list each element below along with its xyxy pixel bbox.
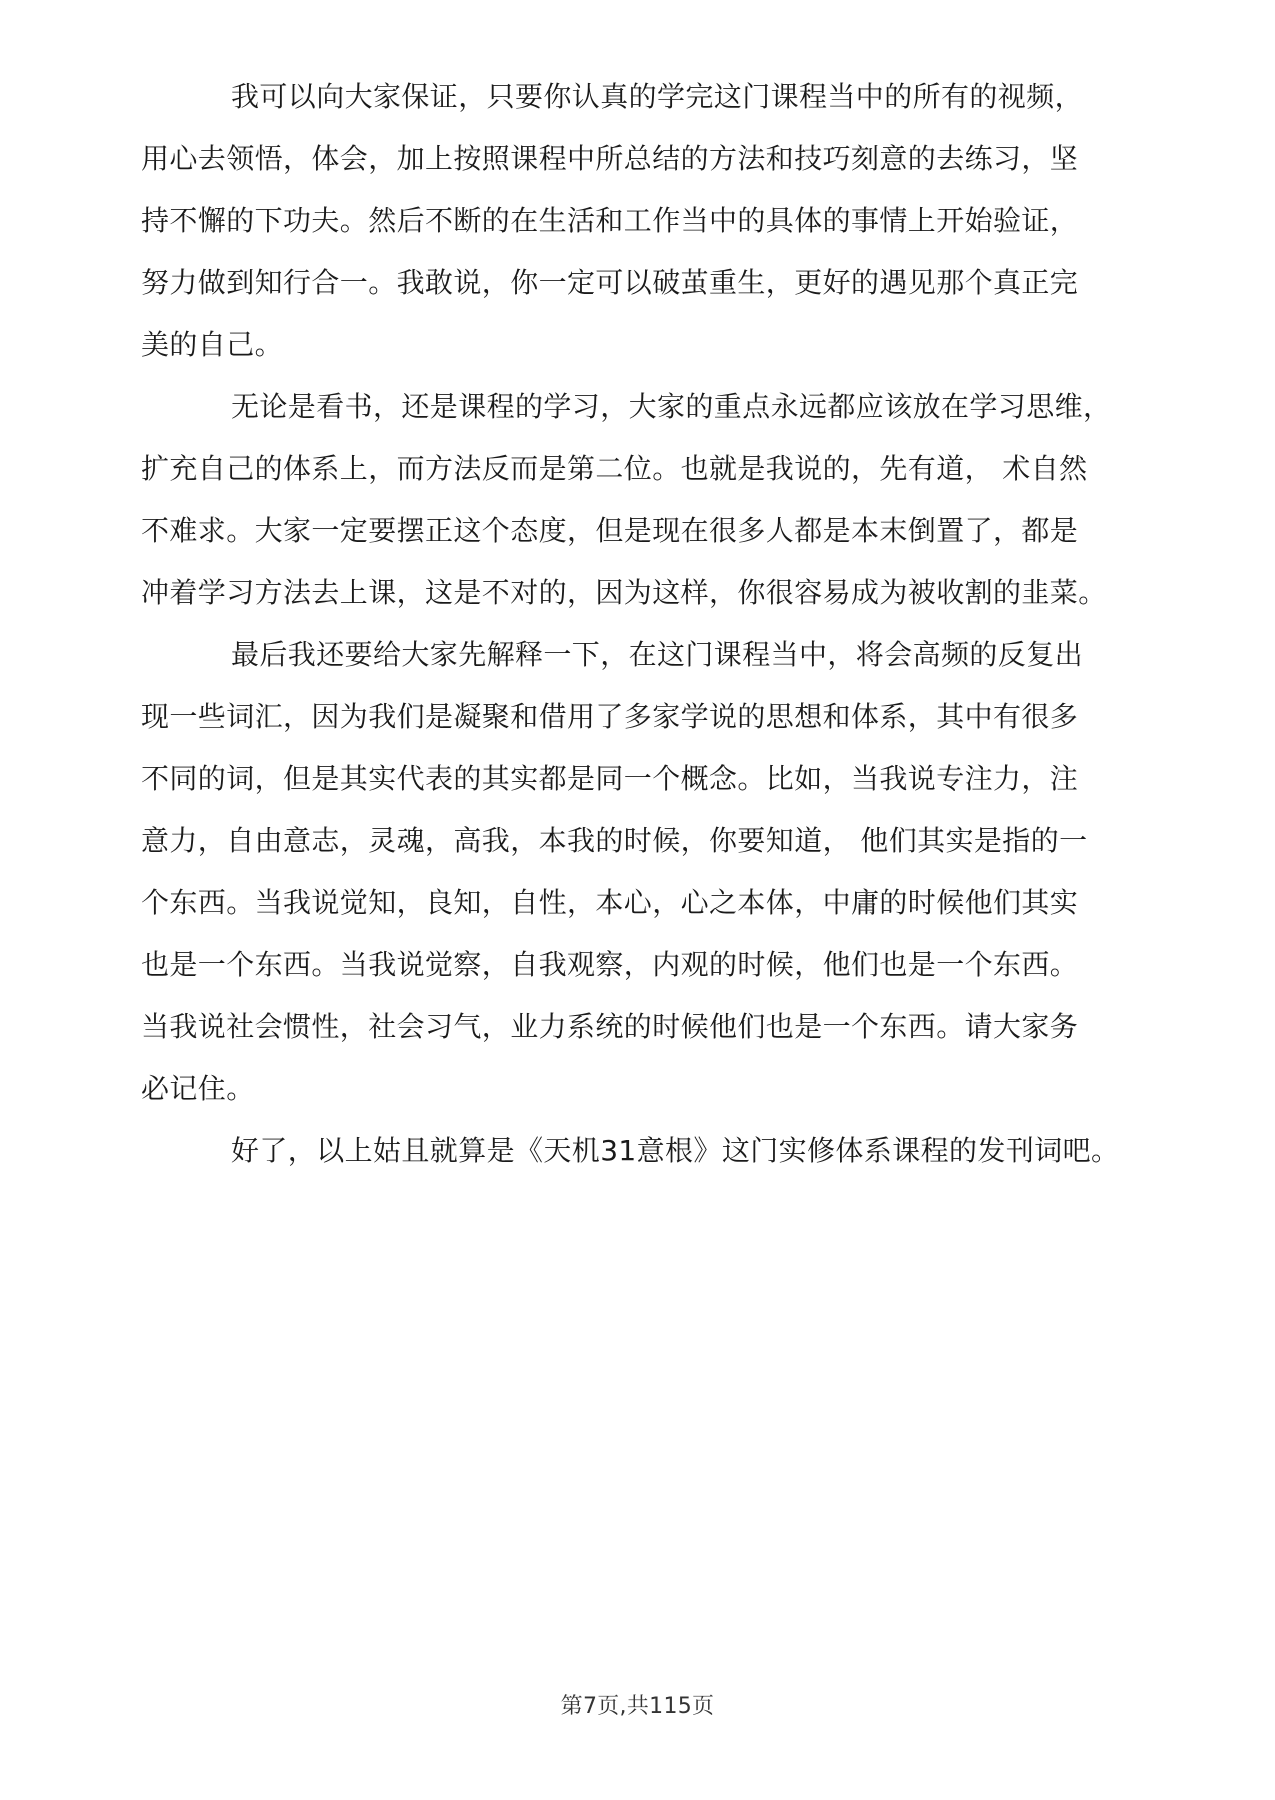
text-line: 也是一个东西。当我说觉察，自我观察，内观的时候，他们也是一个东西。 [141, 948, 1079, 981]
text-line: 我可以向大家保证，只要你认真的学完这门课程当中的所有的视频， [231, 80, 1084, 113]
page-number-footer: 第7页,共115页 [560, 1694, 715, 1719]
text-line: 无论是看书，还是课程的学习，大家的重点永远都应该放在学习思维， [231, 390, 1112, 423]
paragraph-2 [141, 376, 1151, 624]
text-line: 美的自己。 [141, 328, 284, 361]
text-line: 不难求。大家一定要摆正这个态度，但是现在很多人都是本末倒置了，都是 [141, 514, 1079, 547]
text-line: 不同的词，但是其实代表的其实都是同一个概念。比如，当我说专注力，注 [141, 762, 1079, 795]
text-line: 现一些词汇，因为我们是凝聚和借用了多家学说的思想和体系，其中有很多 [141, 700, 1079, 733]
text-line: 个东西。当我说觉知，良知，自性，本心，心之本体，中庸的时候他们其实 [141, 886, 1079, 919]
text-line: 意力，自由意志，灵魂，高我，本我的时候，你要知道， 他们其实是指的一 [141, 824, 1088, 857]
text-line: 最后我还要给大家先解释一下，在这门课程当中，将会高频的反复出 [231, 638, 1084, 671]
document-body [141, 66, 1151, 1182]
text-line: 用心去领悟，体会，加上按照课程中所总结的方法和技巧刻意的去练习，坚 [141, 142, 1079, 175]
text-line: 冲着学习方法去上课，这是不对的，因为这样，你很容易成为被收割的韭菜。 [141, 576, 1107, 609]
text-line: 必记住。 [141, 1072, 255, 1105]
text-line: 好了，以上姑且就算是《天机31意根》这门实修体系课程的发刊词吧。 [231, 1134, 1120, 1167]
text-line: 持不懈的下功夫。然后不断的在生活和工作当中的具体的事情上开始验证， [141, 204, 1079, 237]
text-line: 当我说社会惯性，社会习气，业力系统的时候他们也是一个东西。请大家务 [141, 1010, 1079, 1043]
paragraph-3 [141, 624, 1151, 1120]
text-line: 扩充自己的体系上，而方法反而是第二位。也就是我说的，先有道， 术自然 [141, 452, 1088, 485]
paragraph-1 [141, 66, 1151, 376]
paragraph-4 [141, 1120, 1151, 1182]
text-line: 努力做到知行合一。我敢说，你一定可以破茧重生，更好的遇见那个真正完 [141, 266, 1079, 299]
